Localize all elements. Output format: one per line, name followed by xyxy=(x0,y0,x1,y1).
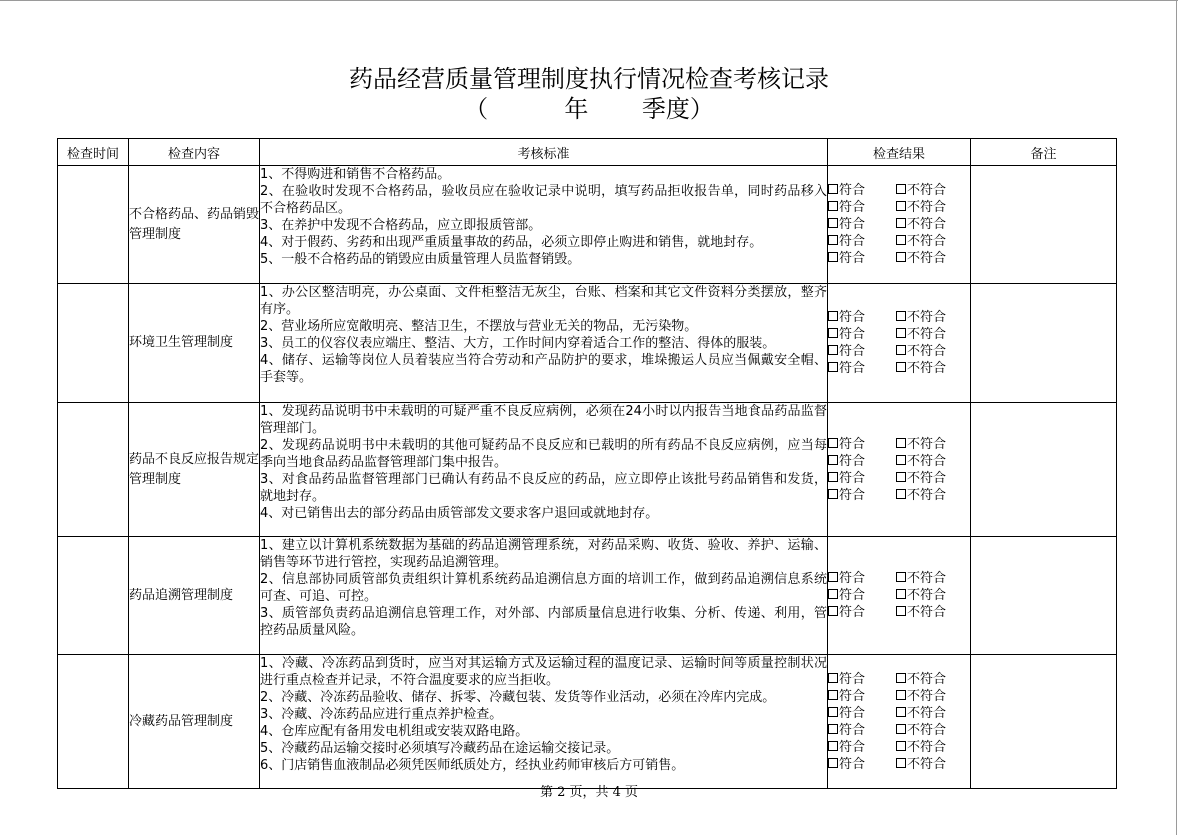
standard-item: 3、对食品药品监督管理部门已确认有药品不良反应的药品，应立即停止该批号药品销售和发货，就地封存。 xyxy=(260,472,827,504)
fail-checkbox-icon[interactable] xyxy=(896,724,906,734)
fail-option[interactable] xyxy=(896,216,946,233)
pass-checkbox-icon[interactable] xyxy=(828,606,838,616)
fail-option[interactable] xyxy=(896,343,946,360)
fail-checkbox-icon[interactable] xyxy=(896,252,906,262)
result-option-row xyxy=(828,199,970,216)
standard-item: 4、对已销售出去的部分药品由质管部发文要求客户退回或就地封存。 xyxy=(260,506,659,521)
fail-checkbox-icon[interactable] xyxy=(896,362,906,372)
inspection-table xyxy=(57,138,1117,789)
pass-label: 符合 xyxy=(839,470,866,486)
fail-label: 不符合 xyxy=(907,605,947,620)
page-title: 药品经营质量管理制度执行情况检查考核记录 xyxy=(349,65,829,93)
fail-label: 不符合 xyxy=(907,453,947,469)
result-cell xyxy=(828,166,971,284)
result-cell xyxy=(828,284,971,403)
fail-option[interactable] xyxy=(896,756,946,773)
fail-checkbox-icon[interactable] xyxy=(896,328,906,338)
standard-item: 3、冷藏、冷冻药品应进行重点养护检查。 xyxy=(260,707,503,722)
pass-checkbox-icon[interactable] xyxy=(828,438,838,448)
standard-item: 2、发现药品说明书中未载明的其他可疑药品不良反应和已载明的所有药品不良反应病例，应当每季向当地食品药品监督管理部门集中报告。 xyxy=(260,438,827,470)
fail-checkbox-icon[interactable] xyxy=(896,438,906,448)
fail-checkbox-icon[interactable] xyxy=(896,572,906,582)
pass-checkbox-icon[interactable] xyxy=(828,489,838,499)
pass-checkbox-icon[interactable] xyxy=(828,201,838,211)
fail-checkbox-icon[interactable] xyxy=(896,589,906,599)
pass-checkbox-icon[interactable] xyxy=(828,758,838,768)
fail-checkbox-icon[interactable] xyxy=(896,201,906,211)
fail-option[interactable] xyxy=(896,587,946,604)
pass-option[interactable] xyxy=(828,309,896,326)
pass-option[interactable] xyxy=(828,436,896,453)
fail-option[interactable] xyxy=(896,250,946,267)
pass-label: 符合 xyxy=(839,217,866,232)
standard-item: 3、员工的仪容仪表应端庄、整洁、大方，工作时间内穿着适合工作的整洁、得体的服装。 xyxy=(260,336,776,351)
result-option-row xyxy=(828,604,970,621)
pass-option[interactable] xyxy=(828,587,896,604)
pass-option[interactable] xyxy=(828,470,896,487)
standard-item: 3、在养护中发现不合格药品，应立即报质管部。 xyxy=(260,218,542,233)
fail-option[interactable] xyxy=(896,705,946,722)
standard-item: 2、在验收时发现不合格药品，验收员应在验收记录中说明，填写药品拒收报告单，同时药品移入不合格药品区。 xyxy=(260,184,827,216)
pass-option[interactable] xyxy=(828,671,896,688)
pass-checkbox-icon[interactable] xyxy=(828,572,838,582)
fail-label: 不符合 xyxy=(907,436,947,452)
result-option-row xyxy=(828,570,970,587)
standard-item: 5、一般不合格药品的销毁应由质量管理人员监督销毁。 xyxy=(260,252,581,267)
fail-checkbox-icon[interactable] xyxy=(896,218,906,228)
pass-checkbox-icon[interactable] xyxy=(828,724,838,734)
pass-label: 符合 xyxy=(839,327,866,342)
pass-checkbox-icon[interactable] xyxy=(828,328,838,338)
pass-option[interactable] xyxy=(828,604,896,621)
fail-option[interactable] xyxy=(896,360,946,377)
pass-checkbox-icon[interactable] xyxy=(828,472,838,482)
fail-label: 不符合 xyxy=(907,327,947,342)
result-cell xyxy=(828,537,971,655)
result-option-row xyxy=(828,216,970,233)
fail-option[interactable] xyxy=(896,326,946,343)
pass-option[interactable] xyxy=(828,756,896,773)
fail-label: 不符合 xyxy=(907,671,947,687)
fail-label: 不符合 xyxy=(907,705,947,721)
pass-checkbox-icon[interactable] xyxy=(828,589,838,599)
pass-option[interactable] xyxy=(828,182,896,199)
result-option-row xyxy=(828,671,970,688)
pass-checkbox-icon[interactable] xyxy=(828,673,838,683)
header-time: 检查时间 xyxy=(58,139,129,166)
page-footer: 第 2 页，共 4 页 xyxy=(539,785,639,800)
result-option-row xyxy=(828,453,970,470)
result-option-row xyxy=(828,705,970,722)
window-right-edge xyxy=(1176,0,1177,835)
fail-label: 不符合 xyxy=(907,183,947,198)
fail-checkbox-icon[interactable] xyxy=(896,606,906,616)
fail-option[interactable] xyxy=(896,688,946,705)
fail-option[interactable] xyxy=(896,453,946,470)
pass-option[interactable] xyxy=(828,233,896,250)
table-row xyxy=(58,284,1117,403)
window-top-edge xyxy=(0,0,1178,1)
result-option-row xyxy=(828,309,970,326)
fail-option[interactable] xyxy=(896,671,946,688)
fail-checkbox-icon[interactable] xyxy=(896,184,906,194)
fail-label: 不符合 xyxy=(907,571,947,586)
standard-item: 1、建立以计算机系统数据为基础的药品追溯管理系统，对药品采购、收货、验收、养护、运输、销售等环节进行管控，实现药品追溯管理。 xyxy=(260,538,827,570)
check-time-cell[interactable] xyxy=(58,284,129,403)
result-option-row xyxy=(828,343,970,360)
fail-label: 不符合 xyxy=(907,217,947,232)
result-option-row xyxy=(828,739,970,756)
check-content-cell: 药品追溯管理制度 xyxy=(129,537,260,655)
fail-option[interactable] xyxy=(896,233,946,250)
pass-option[interactable] xyxy=(828,705,896,722)
remark-cell[interactable] xyxy=(971,655,1117,789)
remark-cell[interactable] xyxy=(971,537,1117,655)
pass-option[interactable] xyxy=(828,487,896,504)
pass-option[interactable] xyxy=(828,343,896,360)
fail-option[interactable] xyxy=(896,722,946,739)
remark-cell[interactable] xyxy=(971,284,1117,403)
result-option-row xyxy=(828,688,970,705)
fail-label: 不符合 xyxy=(907,200,947,215)
check-time-cell[interactable] xyxy=(58,403,129,537)
table-body xyxy=(58,166,1117,789)
result-option-row xyxy=(828,250,970,267)
fail-checkbox-icon[interactable] xyxy=(896,707,906,717)
page-subtitle: （ 年 季度） xyxy=(464,95,714,123)
result-option-row xyxy=(828,587,970,604)
header-result: 检查结果 xyxy=(828,139,971,166)
standard-cell xyxy=(260,403,828,537)
pass-label: 符合 xyxy=(839,453,866,469)
pass-label: 符合 xyxy=(839,756,866,772)
pass-label: 符合 xyxy=(839,671,866,687)
standard-item: 2、营业场所应宽敞明亮、整洁卫生，不摆放与营业无关的物品，无污染物。 xyxy=(260,319,698,334)
fail-label: 不符合 xyxy=(907,739,947,755)
result-option-row xyxy=(828,233,970,250)
result-option-row xyxy=(828,436,970,453)
fail-option[interactable] xyxy=(896,199,946,216)
pass-checkbox-icon[interactable] xyxy=(828,455,838,465)
check-content-cell: 不合格药品、药品销毁管理制度 xyxy=(129,166,260,284)
fail-checkbox-icon[interactable] xyxy=(896,673,906,683)
fail-label: 不符合 xyxy=(907,234,947,249)
standard-item: 1、办公区整洁明亮，办公桌面、文件柜整洁无灰尘，台账、档案和其它文件资料分类摆放，整齐有序。 xyxy=(260,285,827,317)
check-time-cell[interactable] xyxy=(58,537,129,655)
pass-label: 符合 xyxy=(839,361,866,376)
table-row xyxy=(58,537,1117,655)
pass-label: 符合 xyxy=(839,588,866,603)
pass-option[interactable] xyxy=(828,688,896,705)
result-option-row xyxy=(828,360,970,377)
check-content-cell: 环境卫生管理制度 xyxy=(129,284,260,403)
fail-checkbox-icon[interactable] xyxy=(896,455,906,465)
table-header-row xyxy=(58,139,1117,166)
pass-label: 符合 xyxy=(839,739,866,755)
fail-option[interactable] xyxy=(896,309,946,326)
pass-option[interactable] xyxy=(828,570,896,587)
pass-label: 符合 xyxy=(839,200,866,215)
fail-option[interactable] xyxy=(896,470,946,487)
pass-option[interactable] xyxy=(828,326,896,343)
remark-cell[interactable] xyxy=(971,403,1117,537)
pass-label: 符合 xyxy=(839,605,866,620)
fail-label: 不符合 xyxy=(907,722,947,738)
pass-option[interactable] xyxy=(828,739,896,756)
pass-checkbox-icon[interactable] xyxy=(828,252,838,262)
pass-label: 符合 xyxy=(839,344,866,359)
pass-checkbox-icon[interactable] xyxy=(828,707,838,717)
pass-label: 符合 xyxy=(839,705,866,721)
pass-option[interactable] xyxy=(828,453,896,470)
fail-checkbox-icon[interactable] xyxy=(896,472,906,482)
pass-label: 符合 xyxy=(839,234,866,249)
fail-checkbox-icon[interactable] xyxy=(896,741,906,751)
header-content: 检查内容 xyxy=(129,139,260,166)
fail-option[interactable] xyxy=(896,570,946,587)
table-row xyxy=(58,655,1117,789)
header-remark: 备注 xyxy=(971,139,1117,166)
standard-item: 4、对于假药、劣药和出现严重质量事故的药品，必须立即停止购进和销售，就地封存。 xyxy=(260,235,763,250)
fail-label: 不符合 xyxy=(907,588,947,603)
fail-checkbox-icon[interactable] xyxy=(896,311,906,321)
pass-option[interactable] xyxy=(828,216,896,233)
table-row xyxy=(58,403,1117,537)
standard-item: 5、冷藏药品运输交接时必须填写冷藏药品在途运输交接记录。 xyxy=(260,741,620,756)
pass-label: 符合 xyxy=(839,251,866,266)
standard-cell xyxy=(260,284,828,403)
fail-checkbox-icon[interactable] xyxy=(896,758,906,768)
fail-label: 不符合 xyxy=(907,251,947,266)
fail-checkbox-icon[interactable] xyxy=(896,489,906,499)
fail-option[interactable] xyxy=(896,182,946,199)
fail-checkbox-icon[interactable] xyxy=(896,345,906,355)
standard-item: 2、冷藏、冷冻药品验收、储存、拆零、冷藏包装、发货等作业活动，必须在冷库内完成。 xyxy=(260,690,776,705)
fail-label: 不符合 xyxy=(907,487,947,503)
pass-label: 符合 xyxy=(839,436,866,452)
fail-label: 不符合 xyxy=(907,361,947,376)
standard-item: 4、仓库应配有备用发电机组或安装双路电路。 xyxy=(260,724,529,739)
result-option-row xyxy=(828,470,970,487)
result-option-row xyxy=(828,722,970,739)
header-standard: 考核标准 xyxy=(260,139,828,166)
pass-option[interactable] xyxy=(828,360,896,377)
pass-checkbox-icon[interactable] xyxy=(828,218,838,228)
result-option-row xyxy=(828,326,970,343)
table-row xyxy=(58,166,1117,284)
standard-cell xyxy=(260,166,828,284)
standard-item: 1、冷藏、冷冻药品到货时，应当对其运输方式及运输过程的温度记录、运输时间等质量控制状况进行重点检查并记录，不符合温度要求的应当拒收。 xyxy=(260,656,827,688)
pass-label: 符合 xyxy=(839,571,866,586)
pass-checkbox-icon[interactable] xyxy=(828,184,838,194)
result-option-row xyxy=(828,182,970,199)
pass-label: 符合 xyxy=(839,688,866,704)
remark-cell[interactable] xyxy=(971,166,1117,284)
check-content-cell: 冷藏药品管理制度 xyxy=(129,655,260,789)
check-time-cell[interactable] xyxy=(58,166,129,284)
fail-label: 不符合 xyxy=(907,756,947,772)
fail-option[interactable] xyxy=(896,436,946,453)
pass-checkbox-icon[interactable] xyxy=(828,311,838,321)
fail-checkbox-icon[interactable] xyxy=(896,235,906,245)
pass-label: 符合 xyxy=(839,310,866,325)
check-content-cell: 药品不良反应报告规定管理制度 xyxy=(129,403,260,537)
standard-item: 3、质管部负责药品追溯信息管理工作，对外部、内部质量信息进行收集、分析、传递、利用，管控药品质量风险。 xyxy=(260,606,827,638)
result-cell xyxy=(828,655,971,789)
pass-option[interactable] xyxy=(828,199,896,216)
pass-option[interactable] xyxy=(828,250,896,267)
result-cell xyxy=(828,403,971,537)
result-option-row xyxy=(828,756,970,773)
standard-item: 1、不得购进和销售不合格药品。 xyxy=(260,167,451,182)
pass-checkbox-icon[interactable] xyxy=(828,362,838,372)
fail-label: 不符合 xyxy=(907,688,947,704)
standard-cell xyxy=(260,537,828,655)
pass-checkbox-icon[interactable] xyxy=(828,345,838,355)
fail-label: 不符合 xyxy=(907,470,947,486)
pass-label: 符合 xyxy=(839,183,866,198)
pass-label: 符合 xyxy=(839,487,866,503)
standard-item: 1、发现药品说明书中未载明的可疑严重不良反应病例，必须在24小时以内报告当地食品药品监督管理部门。 xyxy=(260,404,827,436)
pass-label: 符合 xyxy=(839,722,866,738)
fail-option[interactable] xyxy=(896,487,946,504)
fail-label: 不符合 xyxy=(907,310,947,325)
fail-label: 不符合 xyxy=(907,344,947,359)
standard-cell xyxy=(260,655,828,789)
fail-option[interactable] xyxy=(896,739,946,756)
standard-item: 6、门店销售血液制品必须凭医师纸质处方，经执业药师审核后方可销售。 xyxy=(260,758,685,773)
fail-checkbox-icon[interactable] xyxy=(896,690,906,700)
pass-checkbox-icon[interactable] xyxy=(828,690,838,700)
pass-option[interactable] xyxy=(828,722,896,739)
result-option-row xyxy=(828,487,970,504)
pass-checkbox-icon[interactable] xyxy=(828,235,838,245)
standard-item: 2、信息部协同质管部负责组织计算机系统药品追溯信息方面的培训工作，做到药品追溯信息系统可查、可追、可控。 xyxy=(260,572,827,604)
check-time-cell[interactable] xyxy=(58,655,129,789)
fail-option[interactable] xyxy=(896,604,946,621)
standard-item: 4、储存、运输等岗位人员着装应当符合劳动和产品防护的要求，堆垛搬运人员应当佩戴安全帽、手套等。 xyxy=(260,353,827,385)
pass-checkbox-icon[interactable] xyxy=(828,741,838,751)
